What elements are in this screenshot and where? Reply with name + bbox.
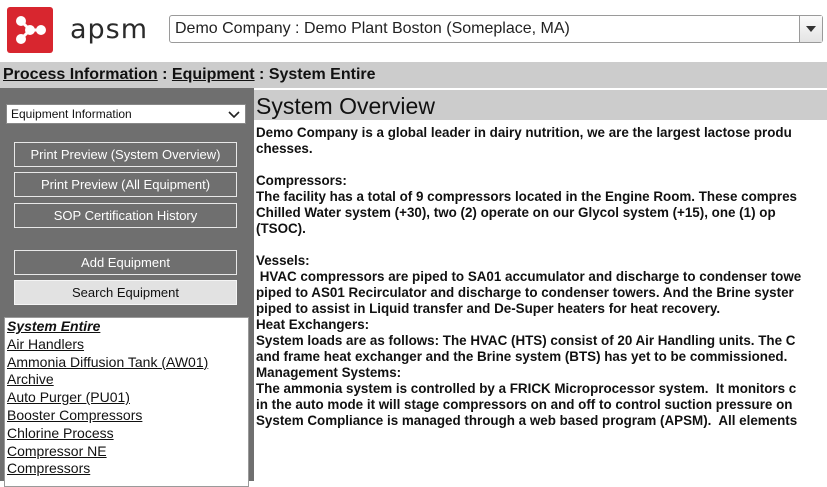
description-line: and frame heat exchanger and the Brine system (BTS) has yet to be commissioned. [256, 349, 788, 364]
main-content [254, 88, 827, 481]
chevron-down-icon [806, 26, 816, 32]
chevron-down-icon [228, 111, 240, 118]
description-line: The ammonia system is controlled by a FRICK Microprocessor system. It monitors c [256, 381, 797, 396]
section-heading-vessels: Vessels: [256, 253, 310, 268]
company-plant-select[interactable] [169, 15, 823, 43]
system-overview-description [256, 125, 827, 429]
sidebar [0, 88, 254, 481]
description-line: The facility has a total of 9 compressors located in the Engine Room. These compres [256, 189, 797, 204]
select-arrow[interactable] [799, 16, 822, 42]
equipment-list-item[interactable]: Booster Compressors [7, 406, 143, 423]
description-line: System Compliance is managed through a web based program (APSM). All elements [256, 413, 798, 428]
equipment-info-select[interactable] [6, 104, 246, 124]
breadcrumb-bar [0, 62, 827, 88]
header [0, 0, 827, 62]
description-line [256, 157, 827, 173]
company-plant-select-value: Demo Company : Demo Plant Boston (Someplace, MA) [175, 20, 570, 37]
search-equipment-button[interactable]: Search Equipment [14, 280, 237, 305]
equipment-list-item[interactable]: Compressor NE [7, 442, 107, 459]
logo-text: apsm [70, 14, 149, 45]
description-line: System loads are as follows: The HVAC (HTS) consist of 20 Air Handling units. The C [256, 333, 796, 348]
description-line: (TSOC). [256, 221, 306, 236]
description-line: Chilled Water system (+30), two (2) operate on our Glycol system (+15), one (1) op [256, 205, 776, 220]
breadcrumb-process-information[interactable]: Process Information [3, 66, 158, 83]
section-heading-compressors: Compressors: [256, 173, 347, 188]
overview-title-bar [254, 90, 827, 120]
equipment-list-item-system-entire[interactable]: System Entire [7, 318, 101, 334]
apsm-logo-icon[interactable] [7, 7, 53, 53]
description-line: piped to AS01 Recirculator and discharge to condenser towers. And the Brine syster [256, 285, 794, 300]
breadcrumb-current: System Entire [268, 66, 376, 83]
equipment-list-item[interactable]: Chlorine Process [7, 424, 114, 441]
breadcrumb-equipment[interactable]: Equipment [171, 66, 255, 83]
section-heading-heat-exchangers: Heat Exchangers: [256, 317, 370, 332]
equipment-list-item[interactable]: Air Handlers [7, 335, 85, 352]
description-line: Demo Company is a global leader in dairy nutrition, we are the largest lactose produ [256, 125, 792, 140]
breadcrumb [3, 66, 376, 84]
sop-certification-history-button[interactable]: SOP Certification History [14, 203, 237, 228]
equipment-list-item[interactable]: Auto Purger (PU01) [7, 389, 130, 406]
print-preview-overview-button[interactable]: Print Preview (System Overview) [14, 142, 237, 167]
add-equipment-button[interactable]: Add Equipment [14, 250, 237, 275]
description-line: piped to assist in Liquid transfer and De-Super heaters for heat recovery. [256, 301, 721, 316]
description-line: chesses. [256, 141, 313, 156]
section-heading-management-systems: Management Systems: [256, 365, 402, 380]
description-line: HVAC compressors are piped to SA01 accumulator and discharge to condenser towe [256, 269, 802, 284]
description-line: in the auto mode it will stage compressors on and off to control suction pressure on [256, 397, 793, 412]
equipment-info-select-value: Equipment Information [11, 107, 132, 121]
equipment-list-item[interactable]: Compressors [7, 460, 91, 477]
equipment-list-item[interactable]: Archive [7, 371, 54, 388]
print-preview-all-button[interactable]: Print Preview (All Equipment) [14, 172, 237, 197]
equipment-list [4, 317, 249, 487]
breadcrumb-separator: : [157, 66, 172, 83]
breadcrumb-separator: : [254, 66, 269, 83]
description-line [256, 237, 827, 253]
page-title: System Overview [256, 93, 435, 119]
equipment-list-item[interactable]: Ammonia Diffusion Tank (AW01) [7, 353, 209, 370]
